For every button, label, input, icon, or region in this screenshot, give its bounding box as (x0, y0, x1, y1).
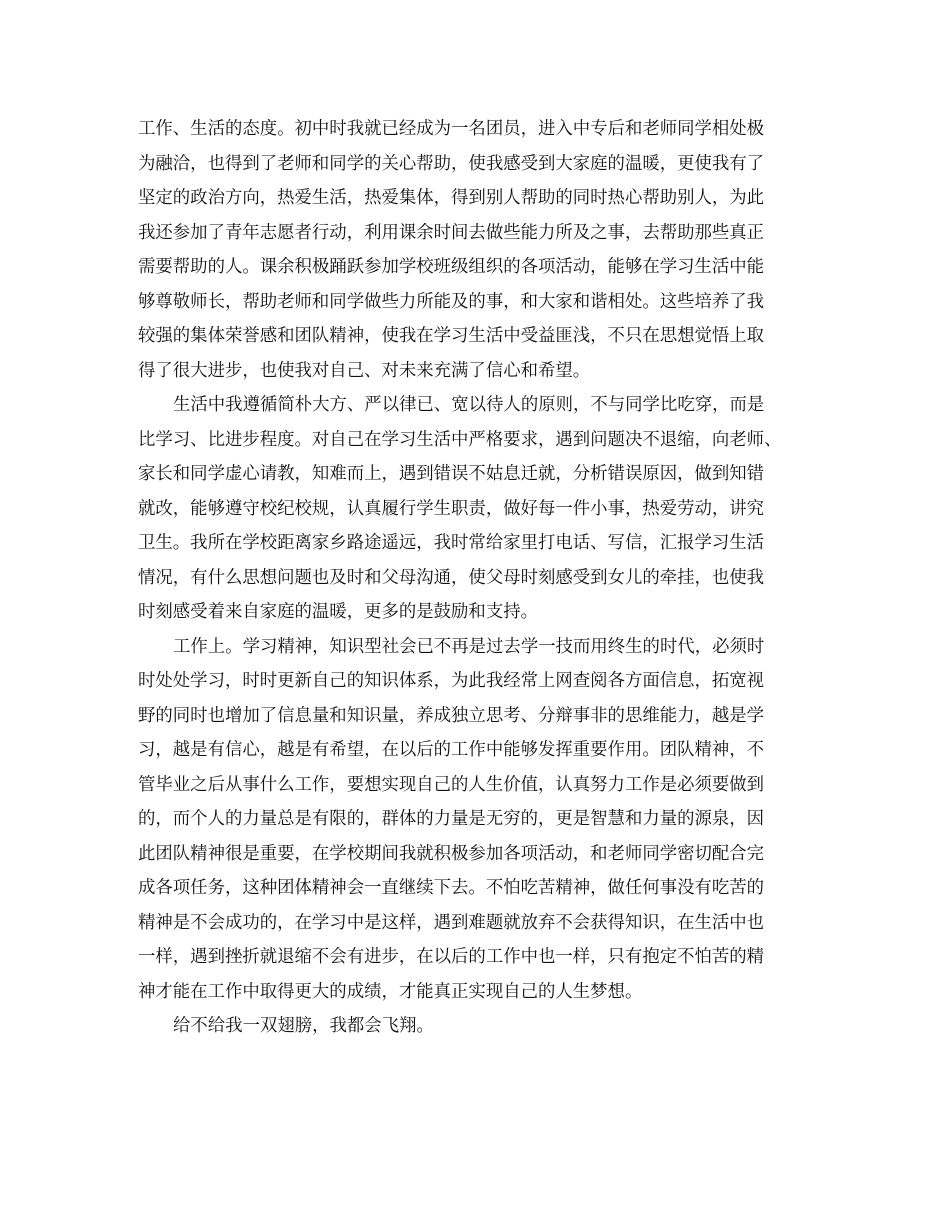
text-line: 坚定的政治方向，热爱生活，热爱集体，得到别人帮助的同时热心帮助别人，为此 (138, 188, 765, 208)
text-line: 我还参加了青年志愿者行动，利用课余时间去做些能力所及之事，去帮助那些真正 (138, 222, 765, 243)
text-line: 需要帮助的人。课余积极踊跃参加学校班级组织的各项活动，能够在学习生活中能 (138, 257, 765, 277)
paragraph-3 (138, 630, 818, 1010)
text-line: 较强的集体荣誉感和团队精神，使我在学习生活中受益匪浅，不只在思想觉悟上取 (138, 326, 765, 346)
text-line: 为融洽，也得到了老师和同学的关心帮助，使我感受到大家庭的温暖，更使我有了 (138, 153, 765, 174)
text-line: 卫生。我所在学校距离家乡路途遥远，我时常给家里打电话、写信，汇报学习生活 (138, 533, 765, 553)
text-line: 情况，有什么思想问题也及时和父母沟通，使父母时刻感受到女儿的牵挂，也使我 (138, 567, 765, 588)
text-line-first: 生活中我遵循简朴大方、严以律已、宽以待人的原则，不与同学比吃穿，而是 (173, 395, 765, 415)
text-line-first: 给不给我一双翅膀，我都会飞翔。 (173, 1016, 434, 1036)
text-line: 家长和同学虚心请教，知难而上，遇到错误不姑息迁就，分析错误原因，做到知错 (138, 464, 765, 484)
text-line: 神才能在工作中取得更大的成绩，才能真正实现自己的人生梦想。 (138, 981, 643, 1002)
text-line: 精神是不会成功的，在学习中是这样，遇到难题就放弃不会获得知识，在生活中也 (138, 912, 765, 933)
text-line: 得了很大进步，也使我对自己、对未来充满了信心和希望。 (138, 360, 591, 381)
paragraph-4 (138, 1009, 818, 1044)
text-line: 就改，能够遵守校纪校规，认真履行学生职责，做好每一件小事，热爱劳动，讲究 (138, 498, 765, 519)
paragraph-1 (138, 112, 818, 388)
text-line: 此团队精神很是重要，在学校期间我就积极参加各项活动，和老师同学密切配合完 (138, 843, 765, 864)
document-body (138, 112, 818, 1044)
text-line: 的，而个人的力量总是有限的，群体的力量是无穷的，更是智慧和力量的源泉，因 (138, 809, 765, 829)
text-line: 时处处学习，时时更新自己的知识体系，为此我经常上网查阅各方面信息，拓宽视 (138, 671, 765, 691)
text-line: 管毕业之后从事什么工作，要想实现自己的人生价值，认真努力工作是必须要做到 (138, 774, 765, 795)
text-line: 时刻感受着来自家庭的温暖，更多的是鼓励和支持。 (138, 602, 538, 622)
text-line: 野的同时也增加了信息量和知识量，养成独立思考、分辩事非的思维能力，越是学 (138, 705, 765, 726)
text-line: 成各项任务，这种团体精神会一直继续下去。不怕吃苦精神，做任何事没有吃苦的 (138, 878, 765, 898)
text-line: 比学习、比进步程度。对自己在学习生活中严格要求，遇到问题决不退缩，向老师、 (138, 429, 782, 450)
text-line: 工作、生活的态度。初中时我就已经成为一名团员，进入中专后和老师同学相处极 (138, 119, 765, 139)
text-line: 够尊敬师长，帮助老师和同学做些力所能及的事，和大家和谐相处。这些培养了我 (138, 291, 765, 312)
text-line-first: 工作上。学习精神，知识型社会已不再是过去学一技而用终生的时代，必须时 (173, 636, 765, 657)
paragraph-2 (138, 388, 818, 630)
text-line: 习，越是有信心，越是有希望，在以后的工作中能够发挥重要作用。团队精神，不 (138, 740, 765, 760)
text-line: 一样，遇到挫折就退缩不会有进步，在以后的工作中也一样，只有抱定不怕苦的精 (138, 947, 765, 967)
